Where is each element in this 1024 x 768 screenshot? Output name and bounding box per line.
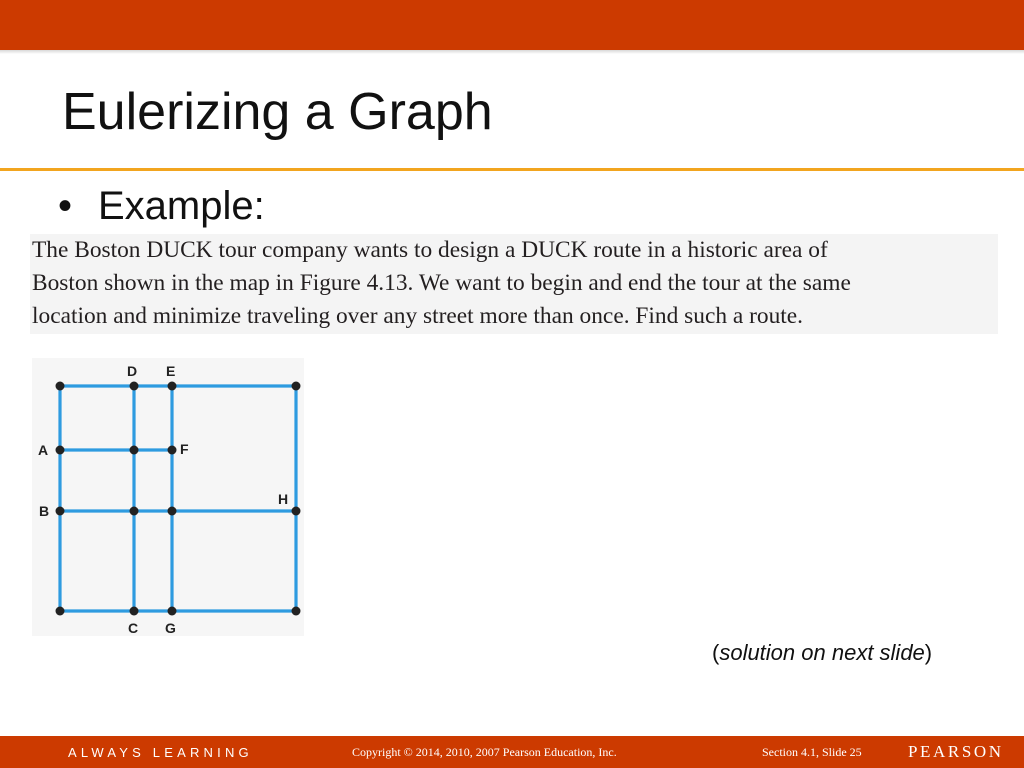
node-label-f: F [180,441,189,457]
pearson-logo: PEARSON [908,742,1004,761]
node-e [168,382,177,391]
node [168,507,177,516]
node-label-e: E [166,363,176,379]
paren-close: ) [924,640,933,665]
node [130,507,139,516]
solution-note [712,640,932,666]
node-label-d: D [127,363,138,379]
node-h [292,507,301,516]
problem-line: Boston shown in the map in Figure 4.13. We want to begin and end the tour at the same [32,270,851,296]
node-label-c: C [128,620,139,636]
footer-copyright: Copyright © 2014, 2010, 2007 Pearson Education, Inc. [352,745,617,759]
node-label-a: A [38,442,49,458]
top-banner [0,0,1024,50]
footer-bar [0,736,1024,768]
node-b [56,507,65,516]
node-a [56,446,65,455]
banner-shadow [0,50,1024,54]
footer-tagline: ALWAYS LEARNING [68,745,253,760]
slide-title: Eulerizing a Graph [62,83,493,141]
problem-line: The Boston DUCK tour company wants to design a DUCK route in a historic area of [32,237,828,263]
node-f [168,446,177,455]
node [56,607,65,616]
node-label-h: H [278,491,289,507]
node-d [130,382,139,391]
paren-open: ( [712,640,720,665]
node [292,382,301,391]
graph-edges [60,386,296,611]
node-c [130,607,139,616]
street-graph [32,358,304,636]
solution-note-text: solution on next slide [719,640,925,665]
bullet-text: Example: [98,184,265,228]
node-label-g: G [165,620,176,636]
graph-nodes [56,382,301,616]
problem-line: location and minimize traveling over any street more than once. Find such a route. [32,303,804,329]
title-divider [0,168,1024,171]
problem-statement [30,234,998,334]
graph-figure [32,358,304,636]
node [130,446,139,455]
bullet-marker: • [58,184,73,228]
node [56,382,65,391]
node [292,607,301,616]
node-g [168,607,177,616]
node-label-b: B [39,503,50,519]
bullet-example [58,182,265,230]
slide-number: Section 4.1, Slide 25 [762,745,862,759]
